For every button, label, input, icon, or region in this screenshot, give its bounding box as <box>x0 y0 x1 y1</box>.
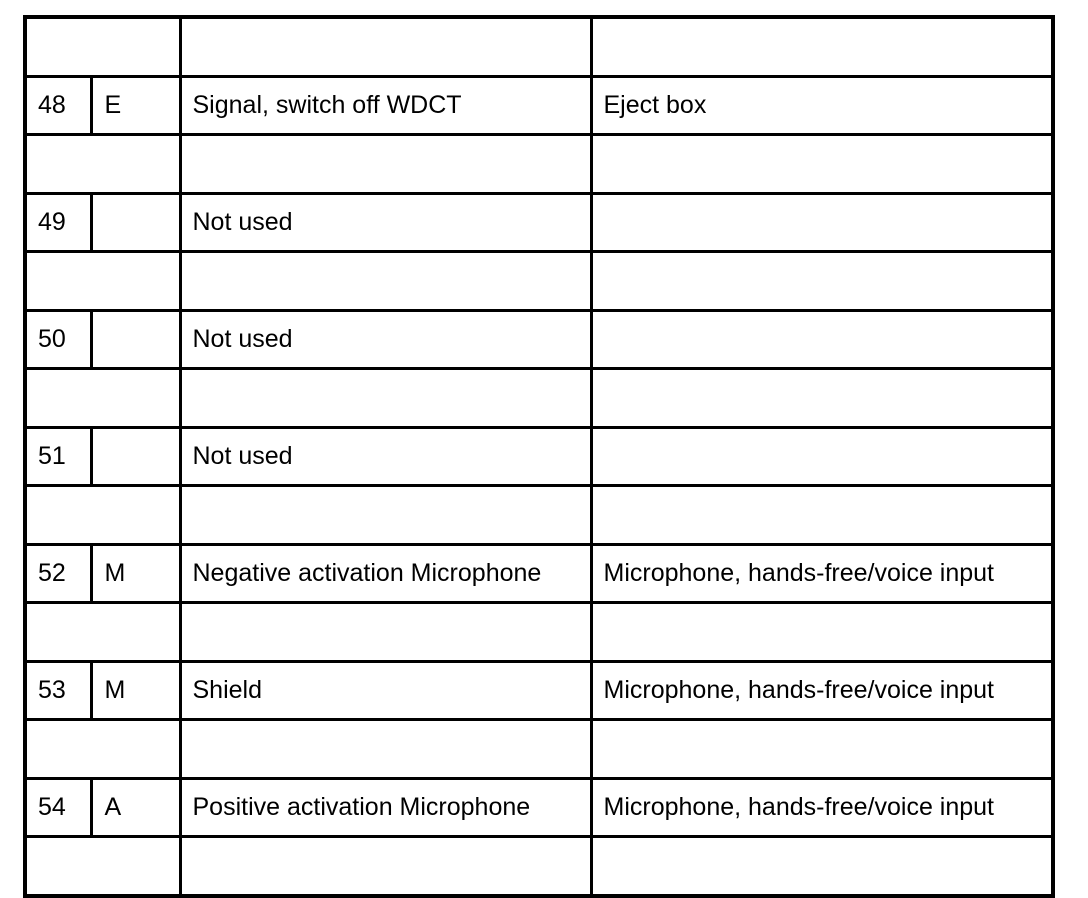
table-row <box>25 310 1053 369</box>
table-row <box>25 661 1053 720</box>
component-cell <box>591 427 1053 486</box>
pin-table-body <box>25 17 1053 896</box>
pin-assignment-table <box>23 15 1055 898</box>
pin-number-cell: 53 <box>25 661 91 720</box>
spacer-description-cell <box>180 369 591 428</box>
component-cell: Microphone, hands-free/voice input <box>591 661 1053 720</box>
spacer-pin-cell <box>25 720 180 779</box>
spacer-pin-cell <box>25 603 180 662</box>
component-cell <box>591 193 1053 252</box>
spacer-description-cell <box>180 252 591 311</box>
spacer-row <box>25 720 1053 779</box>
component-cell: Microphone, hands-free/voice input <box>591 778 1053 837</box>
description-cell: Signal, switch off WDCT <box>180 76 591 135</box>
spacer-pin-cell <box>25 369 180 428</box>
spacer-row <box>25 603 1053 662</box>
table-row <box>25 544 1053 603</box>
spacer-component-cell <box>591 603 1053 662</box>
spacer-description-cell <box>180 17 591 76</box>
pin-number-cell: 49 <box>25 193 91 252</box>
spacer-description-cell <box>180 486 591 545</box>
description-cell: Not used <box>180 427 591 486</box>
component-cell: Eject box <box>591 76 1053 135</box>
table-row <box>25 427 1053 486</box>
spacer-row <box>25 252 1053 311</box>
signal-type-cell: M <box>91 661 180 720</box>
spacer-description-cell <box>180 837 591 896</box>
spacer-component-cell <box>591 486 1053 545</box>
pin-number-cell: 52 <box>25 544 91 603</box>
signal-type-cell: E <box>91 76 180 135</box>
spacer-description-cell <box>180 720 591 779</box>
spacer-pin-cell <box>25 837 180 896</box>
signal-type-cell <box>91 193 180 252</box>
spacer-row <box>25 486 1053 545</box>
spacer-row <box>25 369 1053 428</box>
spacer-pin-cell <box>25 486 180 545</box>
table-row <box>25 76 1053 135</box>
spacer-description-cell <box>180 135 591 194</box>
spacer-pin-cell <box>25 252 180 311</box>
description-cell: Negative activation Microphone <box>180 544 591 603</box>
signal-type-cell <box>91 310 180 369</box>
description-cell: Not used <box>180 193 591 252</box>
spacer-pin-cell <box>25 17 180 76</box>
spacer-row <box>25 837 1053 896</box>
pin-number-cell: 48 <box>25 76 91 135</box>
component-cell: Microphone, hands-free/voice input <box>591 544 1053 603</box>
spacer-component-cell <box>591 720 1053 779</box>
description-cell: Shield <box>180 661 591 720</box>
pin-number-cell: 51 <box>25 427 91 486</box>
spacer-component-cell <box>591 252 1053 311</box>
spacer-component-cell <box>591 135 1053 194</box>
spacer-row <box>25 17 1053 76</box>
spacer-component-cell <box>591 837 1053 896</box>
table-row <box>25 778 1053 837</box>
pin-number-cell: 50 <box>25 310 91 369</box>
signal-type-cell: A <box>91 778 180 837</box>
table-row <box>25 193 1053 252</box>
spacer-component-cell <box>591 369 1053 428</box>
pin-number-cell: 54 <box>25 778 91 837</box>
spacer-component-cell <box>591 17 1053 76</box>
spacer-pin-cell <box>25 135 180 194</box>
signal-type-cell: M <box>91 544 180 603</box>
spacer-row <box>25 135 1053 194</box>
description-cell: Not used <box>180 310 591 369</box>
spacer-description-cell <box>180 603 591 662</box>
signal-type-cell <box>91 427 180 486</box>
description-cell: Positive activation Microphone <box>180 778 591 837</box>
component-cell <box>591 310 1053 369</box>
